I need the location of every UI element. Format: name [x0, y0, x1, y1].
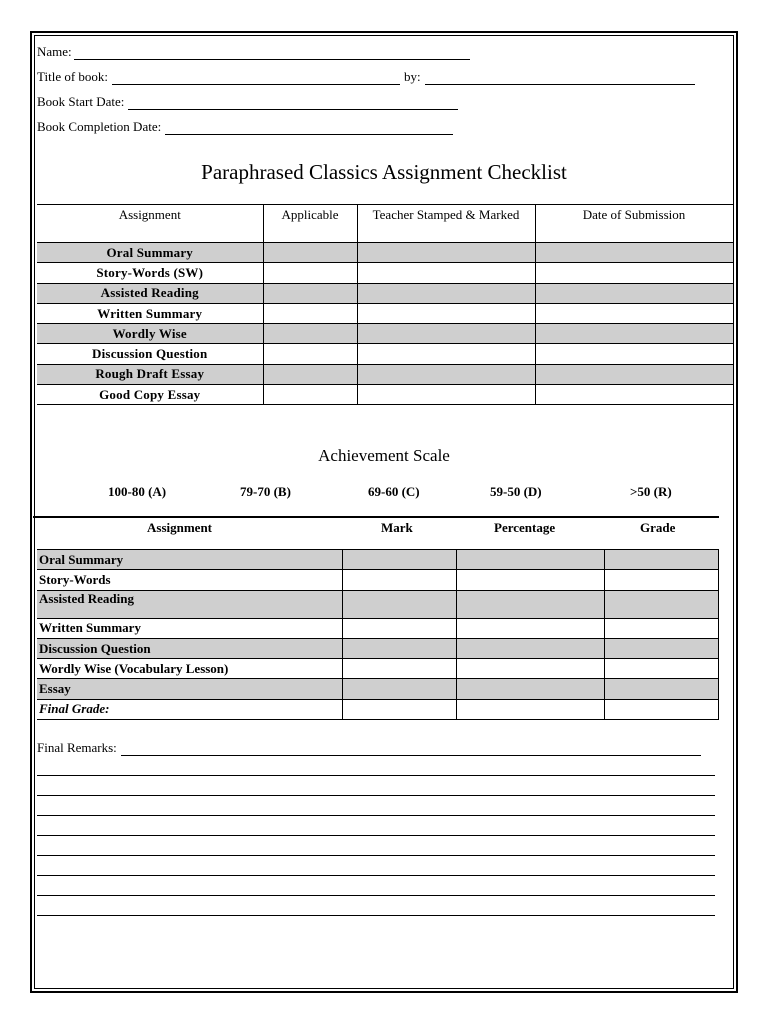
- remarks-line[interactable]: [37, 775, 715, 776]
- grades-table: [37, 549, 719, 720]
- cell[interactable]: [357, 303, 535, 323]
- cell[interactable]: [342, 659, 456, 679]
- table-row: [37, 385, 733, 405]
- cell[interactable]: [357, 263, 535, 283]
- row-label: Rough Draft Essay: [37, 364, 263, 384]
- table-row: [37, 344, 733, 364]
- remarks-line[interactable]: [37, 795, 715, 796]
- cell[interactable]: [342, 618, 456, 638]
- col-teacher-stamped: Teacher Stamped & Marked: [357, 205, 535, 243]
- cell[interactable]: [357, 324, 535, 344]
- scale-level-b: 79-70 (B): [240, 484, 291, 499]
- cell[interactable]: [535, 324, 733, 344]
- table-row: [37, 243, 733, 263]
- remarks-line[interactable]: [37, 895, 715, 896]
- cell[interactable]: [535, 385, 733, 405]
- cell[interactable]: [604, 638, 718, 658]
- cell[interactable]: [456, 550, 604, 570]
- row-label: Wordly Wise: [37, 324, 263, 344]
- cell[interactable]: [535, 243, 733, 263]
- remarks-line[interactable]: [37, 815, 715, 816]
- grades-col-assignment: Assignment: [147, 520, 213, 535]
- col-applicable: Applicable: [263, 205, 357, 243]
- remarks-line[interactable]: [37, 875, 715, 876]
- row-label: Written Summary: [37, 618, 342, 638]
- grades-header-row: [33, 516, 719, 548]
- cell[interactable]: [357, 283, 535, 303]
- row-label: Assisted Reading: [37, 283, 263, 303]
- cell[interactable]: [535, 364, 733, 384]
- table-row: [37, 570, 718, 590]
- remarks-line[interactable]: [37, 855, 715, 856]
- cell[interactable]: [604, 590, 718, 618]
- col-assignment: Assignment: [37, 205, 263, 243]
- row-label: Story-Words (SW): [37, 263, 263, 283]
- cell[interactable]: [604, 679, 718, 699]
- table-row: [37, 263, 733, 283]
- cell[interactable]: [535, 283, 733, 303]
- cell[interactable]: [342, 550, 456, 570]
- cell[interactable]: [342, 699, 456, 719]
- cell[interactable]: [456, 570, 604, 590]
- table-row: [37, 679, 718, 699]
- scale-level-d: 59-50 (D): [490, 484, 542, 499]
- scale-level-a: 100-80 (A): [108, 484, 167, 499]
- checklist-table: [37, 204, 734, 405]
- final-grade-label: Final Grade:: [37, 699, 342, 719]
- table-row: [37, 659, 718, 679]
- cell[interactable]: [263, 344, 357, 364]
- scale-level-r: >50 (R): [630, 484, 672, 499]
- start-date-label: Book Start Date:: [37, 94, 125, 109]
- cell[interactable]: [263, 303, 357, 323]
- row-label: Discussion Question: [37, 344, 263, 364]
- completion-date-label: Book Completion Date:: [37, 119, 162, 134]
- row-label: Assisted Reading: [37, 590, 342, 618]
- row-label: Wordly Wise (Vocabulary Lesson): [37, 659, 342, 679]
- row-label: Discussion Question: [37, 638, 342, 658]
- checklist-title: Paraphrased Classics Assignment Checklist: [201, 160, 567, 184]
- row-label: Story-Words: [37, 570, 342, 590]
- cell[interactable]: [357, 344, 535, 364]
- cell[interactable]: [604, 570, 718, 590]
- row-label: Oral Summary: [37, 550, 342, 570]
- cell[interactable]: [263, 263, 357, 283]
- cell[interactable]: [604, 699, 718, 719]
- table-row: [37, 618, 718, 638]
- remarks-line[interactable]: [37, 915, 715, 916]
- cell[interactable]: [357, 243, 535, 263]
- cell[interactable]: [342, 679, 456, 699]
- cell[interactable]: [342, 570, 456, 590]
- table-row: [37, 699, 718, 719]
- book-title-field[interactable]: [37, 69, 695, 85]
- cell[interactable]: [357, 385, 535, 405]
- cell[interactable]: [263, 364, 357, 384]
- cell[interactable]: [263, 385, 357, 405]
- cell[interactable]: [456, 590, 604, 618]
- cell[interactable]: [263, 324, 357, 344]
- row-label: Essay: [37, 679, 342, 699]
- completion-date-field[interactable]: [37, 119, 453, 135]
- table-row: [37, 638, 718, 658]
- cell[interactable]: [456, 638, 604, 658]
- grades-col-mark: Mark: [381, 520, 413, 535]
- cell[interactable]: [357, 364, 535, 384]
- cell[interactable]: [456, 659, 604, 679]
- col-date-submission: Date of Submission: [535, 205, 733, 243]
- checklist-header-row: [37, 205, 733, 243]
- scale-level-c: 69-60 (C): [368, 484, 420, 499]
- cell[interactable]: [604, 618, 718, 638]
- table-row: [37, 550, 718, 570]
- start-date-field[interactable]: [37, 94, 458, 110]
- cell[interactable]: [456, 618, 604, 638]
- cell[interactable]: [456, 699, 604, 719]
- row-label: Written Summary: [37, 303, 263, 323]
- cell[interactable]: [535, 303, 733, 323]
- final-remarks-field[interactable]: [37, 740, 701, 756]
- cell[interactable]: [342, 638, 456, 658]
- table-row: [37, 303, 733, 323]
- cell[interactable]: [535, 344, 733, 364]
- cell[interactable]: [342, 590, 456, 618]
- cell[interactable]: [456, 679, 604, 699]
- remarks-line[interactable]: [37, 835, 715, 836]
- table-row: [37, 283, 733, 303]
- table-row: [37, 590, 718, 618]
- name-label: Name:: [37, 44, 72, 59]
- grades-col-percentage: Percentage: [494, 520, 556, 535]
- name-field[interactable]: [37, 44, 470, 60]
- final-remarks-label: Final Remarks:: [37, 740, 117, 755]
- row-label: Good Copy Essay: [37, 385, 263, 405]
- cell[interactable]: [263, 283, 357, 303]
- achievement-scale-title: Achievement Scale: [318, 446, 450, 465]
- cell[interactable]: [604, 659, 718, 679]
- author-label: by:: [404, 69, 421, 84]
- row-label: Oral Summary: [37, 243, 263, 263]
- book-title-label: Title of book:: [37, 69, 109, 84]
- grades-col-grade: Grade: [640, 520, 676, 535]
- cell[interactable]: [263, 243, 357, 263]
- table-row: [37, 324, 733, 344]
- table-row: [37, 364, 733, 384]
- cell[interactable]: [604, 550, 718, 570]
- cell[interactable]: [535, 263, 733, 283]
